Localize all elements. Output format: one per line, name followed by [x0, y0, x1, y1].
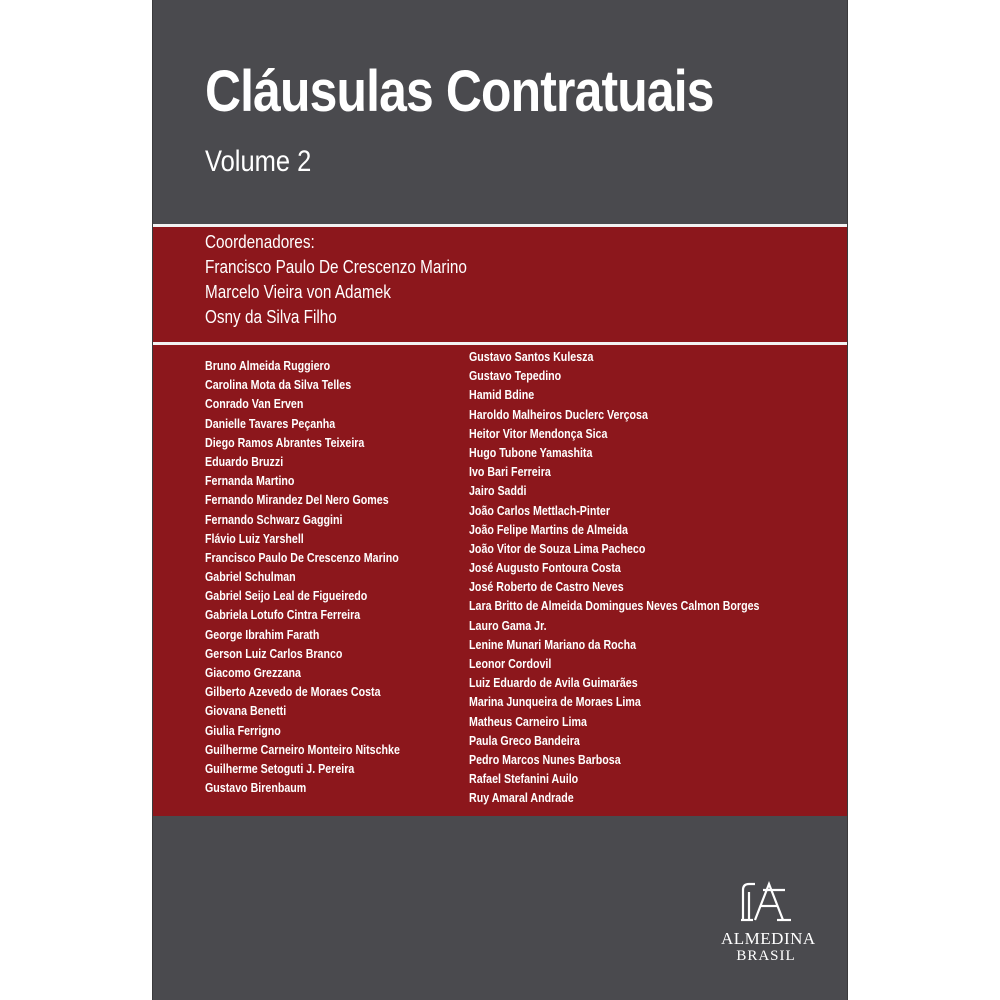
- author-name: Gilberto Azevedo de Moraes Costa: [205, 684, 381, 700]
- middle-divider: [153, 342, 848, 345]
- top-divider: [153, 224, 848, 227]
- book-title: Cláusulas Contratuais: [205, 59, 714, 124]
- author-name: Conrado Van Erven: [205, 396, 304, 412]
- author-name: Luiz Eduardo de Avila Guimarães: [469, 675, 638, 691]
- coordinators-block: [205, 230, 467, 330]
- publisher-country: BRASIL: [736, 948, 796, 964]
- author-name: Giovana Benetti: [205, 703, 287, 719]
- author-name: Fernando Schwarz Gaggini: [205, 511, 343, 527]
- author-name: Gabriela Lotufo Cintra Ferreira: [205, 607, 361, 623]
- publisher-name: ALMEDINA: [721, 929, 816, 948]
- author-name: Paula Greco Bandeira: [469, 732, 580, 748]
- author-name: Matheus Carneiro Lima: [469, 713, 587, 729]
- author-name: Rafael Stefanini Auilo: [469, 771, 579, 787]
- author-name: Diego Ramos Abrantes Teixeira: [205, 434, 365, 450]
- author-name: Flávio Luiz Yarshell: [205, 530, 304, 546]
- author-name: Ruy Amaral Andrade: [469, 790, 574, 806]
- coordinator-name: Osny da Silva Filho: [205, 307, 337, 327]
- author-name: Leonor Cordovil: [469, 656, 552, 671]
- author-name: Gustavo Santos Kulesza: [469, 349, 594, 364]
- author-name: João Vitor de Souza Lima Pacheco: [469, 540, 646, 556]
- author-name: Lara Britto de Almeida Domingues Neves Calmon Borges: [469, 598, 760, 614]
- author-name: Haroldo Malheiros Duclerc Verçosa: [469, 406, 648, 422]
- author-name: Hugo Tubone Yamashita: [469, 444, 593, 460]
- author-name: Gustavo Tepedino: [469, 368, 562, 384]
- coordinators-heading: Coordenadores:: [205, 232, 315, 252]
- author-name: Gerson Luiz Carlos Branco: [205, 645, 343, 661]
- book-cover: [152, 0, 848, 1000]
- author-name: George Ibrahim Farath: [205, 626, 320, 642]
- author-name: José Augusto Fontoura Costa: [469, 560, 621, 576]
- author-name: Lenine Munari Mariano da Rocha: [469, 636, 637, 652]
- author-name: Giacomo Grezzana: [205, 665, 301, 680]
- author-name: Fernanda Martino: [205, 473, 295, 489]
- authors-column-2: [469, 347, 759, 808]
- author-name: Eduardo Bruzzi: [205, 453, 284, 469]
- author-name: Gustavo Birenbaum: [205, 780, 307, 796]
- author-name: João Carlos Mettlach-Pinter: [469, 502, 610, 518]
- author-name: Ivo Bari Ferreira: [469, 464, 551, 480]
- author-name: Jairo Saddi: [469, 483, 527, 499]
- authors-column-1: [205, 356, 400, 797]
- author-name: Fernando Mirandez Del Nero Gomes: [205, 492, 389, 508]
- publisher-logo: [721, 880, 816, 964]
- author-name: Gabriel Seijo Leal de Figueiredo: [205, 588, 368, 604]
- author-name: José Roberto de Castro Neves: [469, 579, 624, 595]
- author-name: Giulia Ferrigno: [205, 722, 281, 738]
- author-name: Francisco Paulo De Crescenzo Marino: [205, 549, 399, 565]
- author-name: Guilherme Carneiro Monteiro Nitschke: [205, 741, 400, 757]
- author-name: Marina Junqueira de Moraes Lima: [469, 694, 641, 710]
- author-name: Hamid Bdine: [469, 387, 535, 403]
- author-name: Carolina Mota da Silva Telles: [205, 377, 352, 393]
- author-name: Guilherme Setoguti J. Pereira: [205, 760, 355, 776]
- author-name: Pedro Marcos Nunes Barbosa: [469, 751, 621, 767]
- author-name: Bruno Almeida Ruggiero: [205, 358, 331, 373]
- author-name: Danielle Tavares Peçanha: [205, 415, 336, 431]
- book-volume: Volume 2: [205, 145, 312, 178]
- coordinator-name: Marcelo Vieira von Adamek: [205, 282, 391, 302]
- author-name: Heitor Vitor Mendonça Sica: [469, 425, 608, 441]
- almedina-logo-icon: [739, 880, 793, 926]
- author-name: Gabriel Schulman: [205, 569, 296, 585]
- author-name: Lauro Gama Jr.: [469, 617, 547, 633]
- author-name: João Felipe Martins de Almeida: [469, 521, 628, 537]
- coordinator-name: Francisco Paulo De Crescenzo Marino: [205, 257, 467, 277]
